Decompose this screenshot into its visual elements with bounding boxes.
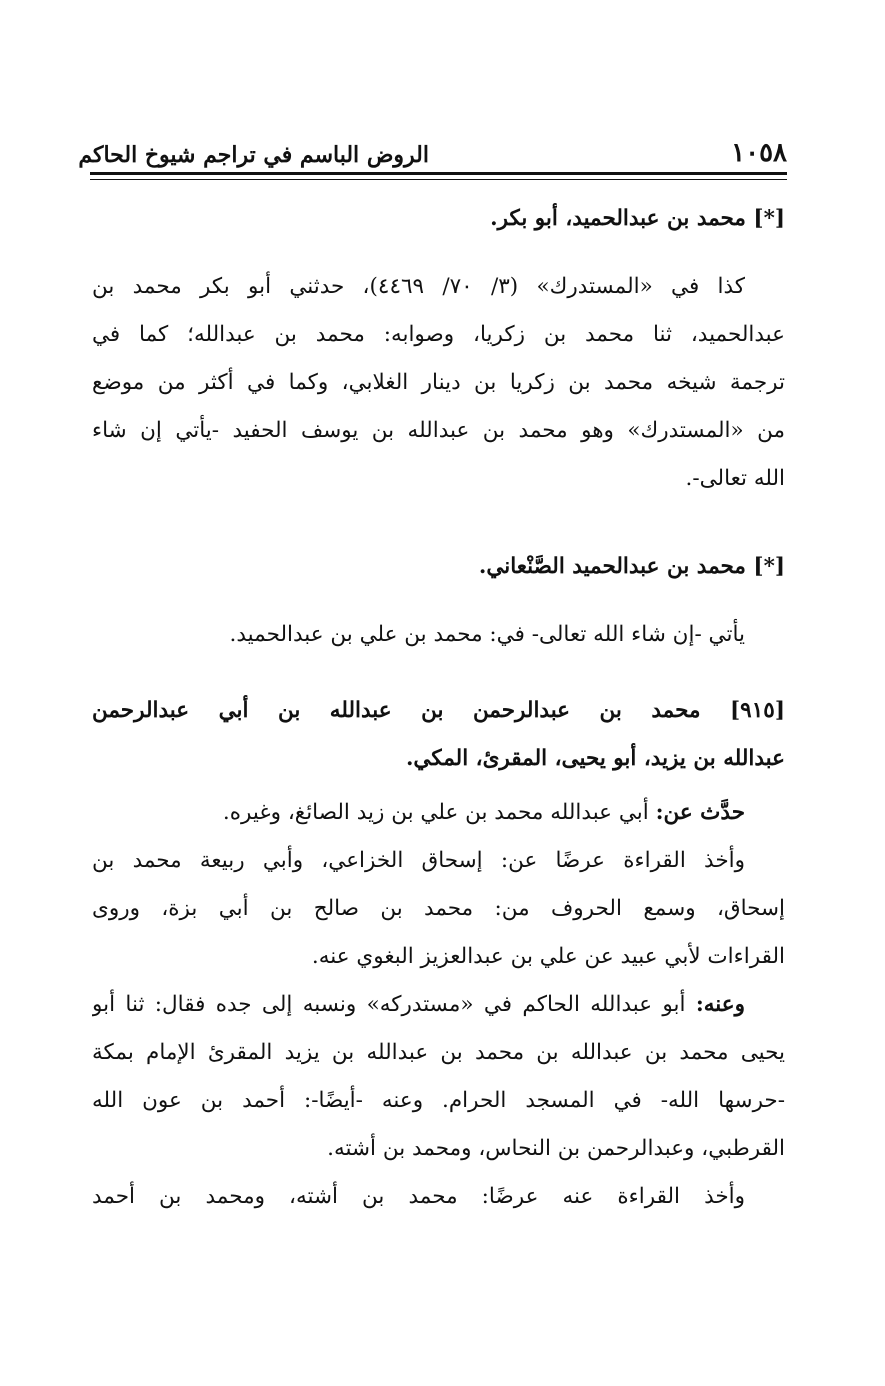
entry-paragraph: [92, 837, 785, 981]
text-line: عبدالحميد، ثنا محمد بن زكريا، وصوابه: محمد بن عبدالله؛ كما في: [92, 322, 785, 347]
text-line: القرطبي، وعبدالرحمن بن النحاس، ومحمد بن أشته.: [327, 1136, 785, 1161]
heading-line: عبدالله بن يزيد، أبو يحيى، المقرئ، المكي.: [405, 746, 785, 771]
page-number: ١٠٥٨: [731, 138, 787, 168]
header-rule-thin: [90, 179, 787, 180]
text-line: يأتي -إن شاء الله تعالى- في: محمد بن علي بن عبدالحميد.: [229, 622, 745, 647]
header-rule-thick: [90, 172, 787, 175]
entry-heading: [92, 687, 785, 783]
entry-paragraph: [92, 263, 785, 503]
body-text: [92, 195, 785, 1221]
running-head: [78, 138, 787, 172]
text-line: ترجمة شيخه محمد بن زكريا بن دينار الغلابي، وكما في أكثر من موضع: [92, 370, 785, 395]
entry-paragraph: [92, 981, 785, 1173]
text-line: القراءات لأبي عبيد عن علي بن عبدالعزيز البغوي عنه.: [311, 944, 785, 969]
text-line: من «المستدرك» وهو محمد بن عبدالله بن يوسف الحفيد -يأتي إن شاء: [92, 418, 785, 443]
text-line: [92, 789, 785, 837]
text-segment: أبو عبدالله الحاكم في «مستدركه» ونسبه إلى جده فقال: ثنا أبو: [92, 992, 686, 1017]
text-line: وأخذ القراءة عنه عرضًا: محمد بن أشته، ومحمد بن أحمد: [92, 1184, 746, 1209]
text-line: وأخذ القراءة عرضًا عن: إسحاق الخزاعي، وأبي ربيعة محمد بن: [92, 848, 745, 873]
entry-paragraph: [92, 611, 785, 659]
text-line: يحيى محمد بن عبدالله بن محمد بن عبدالله بن يزيد المقرئ الإمام بمكة: [92, 1040, 785, 1065]
running-title: الروض الباسم في تراجم شيوخ الحاكم: [78, 142, 429, 168]
lead-label: حدَّث عن:: [655, 800, 745, 825]
entry-heading: [*] محمد بن عبدالحميد، أبو بكر.: [490, 206, 785, 231]
entry-heading: [*] محمد بن عبدالحميد الصَّنْعاني.: [478, 554, 785, 579]
entry-paragraph: [92, 1173, 785, 1221]
text-line: إسحاق، وسمع الحروف من: محمد بن صالح بن أبي بزة، وروى: [92, 896, 785, 921]
text-line: الله تعالى-.: [685, 466, 785, 491]
lead-label: وعنه:: [695, 992, 745, 1017]
heading-line: [٩١٥] محمد بن عبدالرحمن بن عبدالله بن أبي عبدالرحمن: [92, 698, 785, 723]
text-line: -حرسها الله- في المسجد الحرام. وعنه -أيضًا-: أحمد بن عون الله: [92, 1088, 785, 1113]
text-line: [92, 981, 785, 1029]
text-line: كذا في «المستدرك» (٣/ ٧٠/ ٤٤٦٩)، حدثني أبو بكر محمد بن: [92, 274, 746, 299]
text-segment: أبي عبدالله محمد بن علي بن زيد الصائغ، وغيره.: [222, 800, 649, 825]
entry-paragraph: [92, 789, 785, 837]
